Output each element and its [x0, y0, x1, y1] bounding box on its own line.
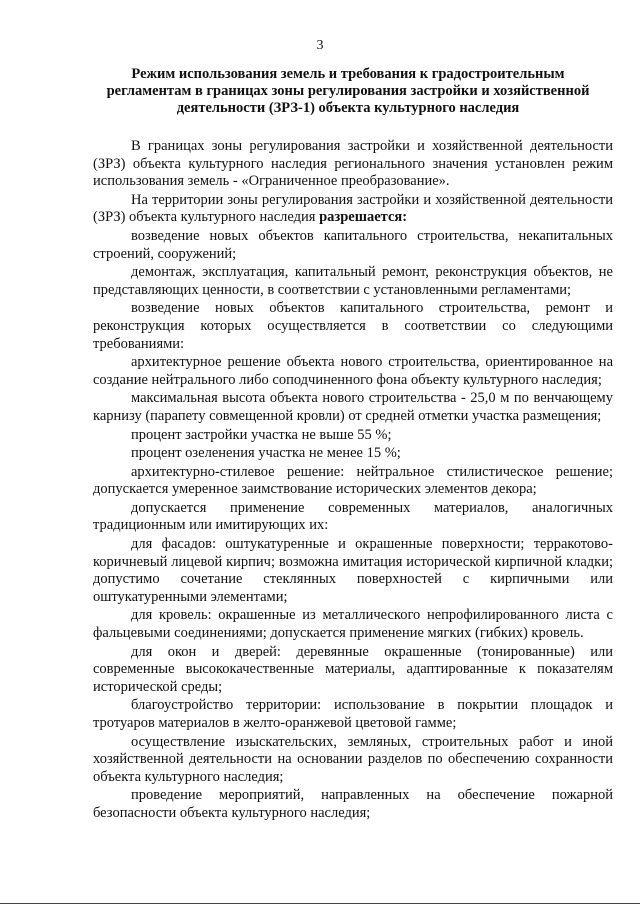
paragraph: для кровель: окрашенные из металлического непрофилированного листа с фальцевыми соединениями; допускается применение мягких (гибких) кровель.	[93, 607, 613, 642]
paragraph: осуществление изыскательских, земляных, строительных работ и иной хозяйственной деятельности на основании разделов по обеспечению сохранности объекта культурного наследия;	[93, 733, 613, 785]
paragraph: архитектурное решение объекта нового строительства, ориентированное на создание нейтрального либо соподчиненного фона объекту культурного наследия;	[93, 354, 613, 388]
title-line: Режим использования земель и требования к градостроительным	[131, 66, 565, 82]
bold-term: разрешается:	[319, 209, 408, 226]
document-body	[93, 138, 613, 823]
paragraph	[93, 192, 613, 227]
paragraph: для окон и дверей: деревянные окрашенные (тонированные) или современные высококачественные материалы, адаптированные к показателям исторической среды;	[93, 643, 613, 695]
title-line: регламентам в границах зоны регулирования застройки и хозяйственной	[106, 83, 590, 99]
page-edge-divider	[0, 903, 640, 904]
document-title	[88, 66, 608, 117]
paragraph: для фасадов: оштукатуренные и окрашенные поверхности; терракотово-коричневый лицевой кирпич; возможна имитация исторической кирпичной кладки; допустимо сочетание стеклянных поверхностей с кирпичными или оштукатуренными элементами;	[93, 536, 613, 605]
paragraph: процент застройки участка не выше 55 %;	[131, 426, 392, 443]
paragraph: допускается применение современных материалов, аналогичных традиционным или имитирующих их:	[93, 499, 613, 534]
paragraph: архитектурно-стилевое решение: нейтральное стилистическое решение; допускается умеренное заимствование исторических элементов декора;	[93, 463, 613, 498]
paragraph: благоустройство территории: использование в покрытии площадок и тротуаров материалов в желто-оранжевой цветовой гамме;	[93, 697, 613, 731]
paragraph: возведение новых объектов капитального строительства, некапитальных строений, сооружений;	[93, 227, 613, 262]
paragraph: демонтаж, эксплуатация, капитальный ремонт, реконструкция объектов, не представляющих ценности, в соответствии с установленными регламентами;	[93, 264, 613, 298]
paragraph: В границах зоны регулирования застройки и хозяйственной деятельности (ЗРЗ) объекта культурного наследия регионального значения установлен режим использования земель - «Ограниченное преобразование».	[93, 138, 613, 190]
paragraph-text: На территории зоны регулирования застройки и хозяйственной деятельности (ЗРЗ) объекта культурного наследия	[93, 191, 613, 226]
paragraph: максимальная высота объекта нового строительства - 25,0 м по венчающему карнизу (парапету совмещенной кровли) от средней отметки участка размещения;	[93, 390, 613, 424]
paragraph: процент озеленения участка не менее 15 %;	[131, 445, 401, 462]
paragraph: возведение новых объектов капитального строительства, ремонт и реконструкция которых осуществляется в соответствии со следующими требованиями:	[93, 300, 613, 352]
paragraph: проведение мероприятий, направленных на обеспечение пожарной безопасности объекта культурного наследия;	[93, 787, 613, 821]
page-number: 3	[316, 38, 324, 53]
title-line: деятельности (ЗРЗ-1) объекта культурного наследия	[176, 100, 520, 116]
